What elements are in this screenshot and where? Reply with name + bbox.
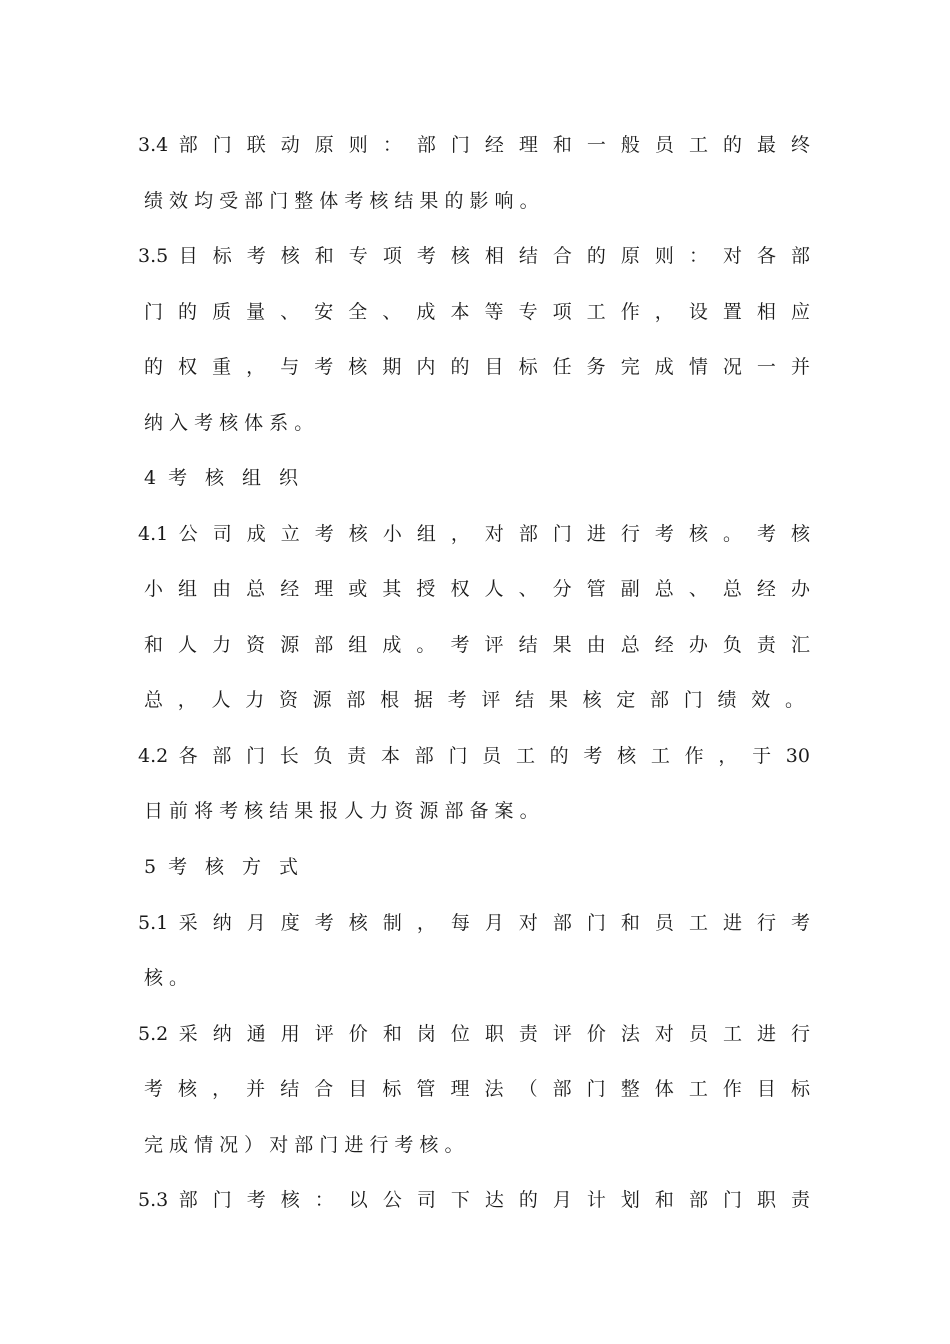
paragraph-3-5-line-2: 门 的 质 量 、 安 全 、 成 本 等 专 项 工 作 ， 设 置 相 应 <box>144 301 810 323</box>
paragraph-3-4-line-1: 3.4 部 门 联 动 原 则 ： 部 门 经 理 和 一 般 员 工 的 最 终 <box>138 134 810 156</box>
paragraph-3-5-line-1: 3.5 目 标 考 核 和 专 项 考 核 相 结 合 的 原 则 ： 对 各 部 <box>138 245 810 267</box>
paragraph-4-1-line-2: 小 组 由 总 经 理 或 其 授 权 人 、 分 管 副 总 、 总 经 办 <box>144 578 810 600</box>
section-heading-4: 4 考 核 组 织 <box>144 467 298 489</box>
paragraph-5-2-line-1: 5.2 采 纳 通 用 评 价 和 岗 位 职 责 评 价 法 对 员 工 进 行 <box>138 1023 810 1045</box>
paragraph-4-2-line-1: 4.2 各 部 门 长 负 责 本 部 门 员 工 的 考 核 工 作 ， 于 30 <box>138 745 810 767</box>
paragraph-5-2-line-2: 考 核 ， 并 结 合 目 标 管 理 法 （ 部 门 整 体 工 作 目 标 <box>144 1078 810 1100</box>
paragraph-5-1-line-1: 5.1 采 纳 月 度 考 核 制 ， 每 月 对 部 门 和 员 工 进 行 考 <box>138 912 810 934</box>
paragraph-4-1-line-4: 总 ， 人 力 资 源 部 根 据 考 评 结 果 核 定 部 门 绩 效 。 <box>144 689 804 711</box>
paragraph-3-5-line-4: 纳 入 考 核 体 系 。 <box>144 412 314 434</box>
paragraph-4-1-line-1: 4.1 公 司 成 立 考 核 小 组 ， 对 部 门 进 行 考 核 。 考 核 <box>138 523 810 545</box>
paragraph-3-5-line-3: 的 权 重 ， 与 考 核 期 内 的 目 标 任 务 完 成 情 况 一 并 <box>144 356 810 378</box>
paragraph-5-3-line-1: 5.3 部 门 考 核 ： 以 公 司 下 达 的 月 计 划 和 部 门 职 责 <box>138 1189 810 1211</box>
paragraph-3-4-line-2: 绩 效 均 受 部 门 整 体 考 核 结 果 的 影 响 。 <box>144 190 539 212</box>
paragraph-5-1-line-2: 核 。 <box>144 967 189 989</box>
paragraph-5-2-line-3: 完 成 情 况 ） 对 部 门 进 行 考 核 。 <box>144 1134 464 1156</box>
section-heading-5: 5 考 核 方 式 <box>144 856 298 878</box>
paragraph-4-1-line-3: 和 人 力 资 源 部 组 成 。 考 评 结 果 由 总 经 办 负 责 汇 <box>144 634 810 656</box>
paragraph-4-2-line-2: 日 前 将 考 核 结 果 报 人 力 资 源 部 备 案 。 <box>144 800 539 822</box>
